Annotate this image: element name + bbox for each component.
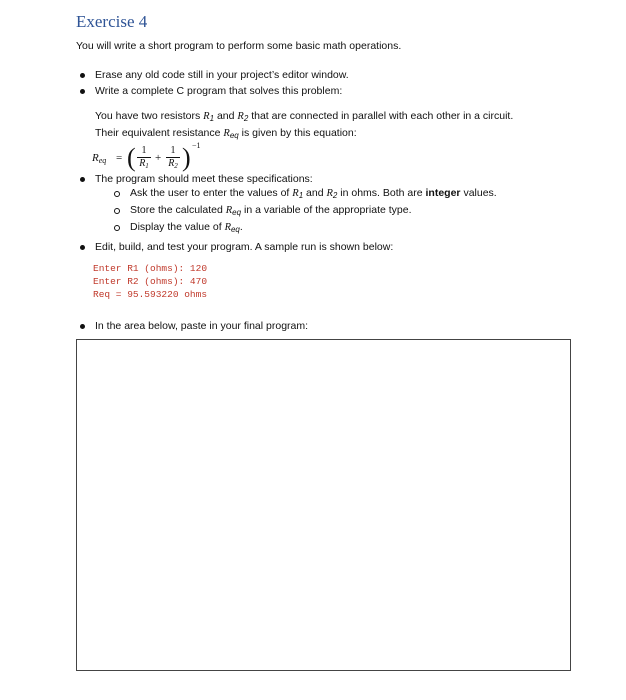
math-r2: R <box>326 188 333 199</box>
text-run: Ask the user to enter the values of <box>130 187 293 199</box>
problem-statement <box>95 109 513 143</box>
math-sub: eq <box>230 225 240 234</box>
list-item <box>95 83 349 99</box>
bullet-icon <box>80 245 85 250</box>
math-sub: 1 <box>145 162 149 170</box>
problem-line-2 <box>95 126 513 143</box>
math-sub: 2 <box>174 162 178 170</box>
list-item <box>114 220 497 237</box>
spec-sublist <box>114 186 497 237</box>
text-run: Store the calculated <box>130 204 226 216</box>
math-req: R <box>223 128 230 139</box>
bullet-text: Erase any old code still in your project’s editor window. <box>95 69 349 81</box>
spec-list <box>95 171 313 187</box>
bullet-text: The program should meet these specifications: <box>95 173 313 185</box>
math-sub: eq <box>98 156 107 165</box>
intro-text: You will write a short program to perform some basic math operations. <box>76 40 402 52</box>
list-item <box>95 67 349 83</box>
math-sub: 2 <box>243 114 249 123</box>
edit-list <box>95 239 393 255</box>
list-item <box>95 239 393 255</box>
math-sub: eq <box>229 131 239 140</box>
code-line: Enter R2 (ohms): 470 <box>93 276 208 287</box>
close-paren: ) <box>182 143 191 172</box>
bullet-text: In the area below, paste in your final program: <box>95 320 309 332</box>
math-req: R <box>225 205 233 216</box>
code-line: Req = 95.593220 ohms <box>93 289 208 300</box>
text-run: Their equivalent resistance <box>95 127 224 139</box>
text-run: and <box>303 187 327 199</box>
bullet-icon <box>80 73 85 78</box>
circle-bullet-icon <box>114 208 120 214</box>
sample-run-output <box>93 262 207 301</box>
paste-list <box>95 318 308 334</box>
bullet-icon <box>80 177 85 182</box>
bullet-icon <box>80 89 85 94</box>
math-sub: eq <box>232 208 242 217</box>
math-sub: 1 <box>209 114 215 123</box>
instruction-list <box>95 67 349 99</box>
equation-lhs <box>92 152 106 165</box>
text-run: values. <box>460 187 497 199</box>
math-req: R <box>92 152 99 164</box>
open-paren: ( <box>127 143 136 172</box>
text-run: . <box>239 221 243 233</box>
numerator: 1 <box>166 145 180 158</box>
text-run: Display the value of <box>130 221 225 233</box>
list-item <box>95 171 313 187</box>
equals-sign: = <box>116 152 123 164</box>
exercise-title: Exercise 4 <box>76 12 148 31</box>
code-line: Enter R1 (ohms): 120 <box>93 263 208 274</box>
denominator <box>137 158 151 172</box>
text-run: in a variable of the appropriate type. <box>241 204 412 216</box>
fraction-2 <box>166 145 180 172</box>
exponent: −1 <box>192 141 201 150</box>
text-run: is given by this equation: <box>238 127 357 139</box>
list-item <box>114 186 497 203</box>
circle-bullet-icon <box>114 225 120 231</box>
list-item <box>114 203 497 220</box>
list-item <box>95 318 308 334</box>
bullet-text: Write a complete C program that solves this problem: <box>95 85 343 97</box>
text-run: in ohms. Both are <box>337 187 426 199</box>
math-req: R <box>224 222 231 233</box>
bullet-text: Edit, build, and test your program. A sample run is shown below: <box>95 241 394 253</box>
bullet-icon <box>80 324 85 329</box>
denominator <box>166 158 180 172</box>
math-r1: R <box>203 111 210 122</box>
math-r2: R <box>168 158 175 169</box>
text-run: You have two resistors <box>95 110 204 122</box>
plus-sign: + <box>155 152 162 164</box>
answer-box[interactable] <box>76 339 571 671</box>
math-r1: R <box>292 188 299 199</box>
fraction-1 <box>137 145 151 172</box>
text-run: and <box>214 110 238 122</box>
bold-text: integer <box>425 187 461 199</box>
math-r1: R <box>139 158 146 169</box>
problem-line-1 <box>95 109 513 126</box>
circle-bullet-icon <box>114 191 120 197</box>
text-run: that are connected in parallel with each other in a circuit. <box>248 110 514 122</box>
numerator: 1 <box>137 145 151 158</box>
math-sub: 2 <box>332 191 338 200</box>
math-sub: 1 <box>298 191 304 200</box>
math-r2: R <box>237 111 244 122</box>
